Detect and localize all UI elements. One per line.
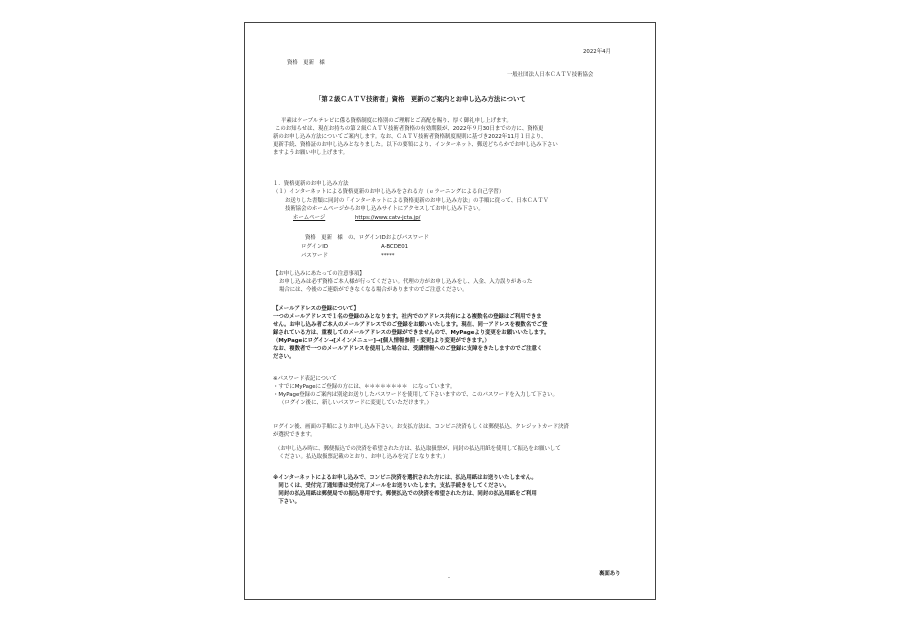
recipient: 資格 更新 様 — [287, 60, 325, 66]
section-subheading: （１）インターネットによる資格更新のお申し込みをされる方（ｅラーニングによる自己学習） — [273, 189, 505, 195]
homepage-label: ホームページ — [293, 215, 326, 221]
password-notice-heading: ※パスワード表記について — [273, 376, 337, 382]
page-mark: - — [448, 575, 450, 581]
credentials-heading: 資格 更新 様 の、ログインIDおよびパスワード — [305, 235, 429, 241]
email-notice-heading: 【メールアドレスの登録について】 — [273, 306, 359, 312]
sender: 一般社団法人日本ＣＡＴＶ技術協会 — [507, 72, 594, 78]
notice-heading: 【お申し込みにあたっての注意事項】 — [273, 271, 365, 277]
password-value: ***** — [381, 253, 395, 259]
login-id-label: ログインID — [301, 244, 329, 250]
overleaf-note: 裏面あり — [599, 571, 621, 577]
date: 2022年4月 — [583, 49, 611, 55]
document-page: 2022年4月 資格 更新 様 一般社団法人日本ＣＡＴＶ技術協会 「第２級ＣＡＴＶ技術者」資格 更新のご案内とお申し込み方法について 平素はケーブルテレビに係る資格制度に格別のご理解とご高配を賜り、厚く御礼申し上げます。 このお知らせは、現在お持ちの第２級ＣＡＴＶ技術者資格の有効期限が、2022年９月30日までの方に、資格更 新のお申し込み方法についてご案内します。なお、ＣＡＴＶ技術者資格制度規則に基づき2022年11月１日より、 更新手続、資格証のお申し込みとなりました。以下の要領により、インターネット、郵送どちらかでお申し込み下さい ますようお願い申し上げます。 １．資格更新のお申し込み方法 （１）インターネットによる資格更新のお申し込みをされる方（ｅラーニングによる自己学習） お送りした書類に同封の「インターネットによる資格更新のお申し込み方法」の手順に従って、日本ＣＡＴＶ 技術協会のホームページからお申し込みサイトにアクセスしてお申し込み下さい。 ホームページ https://www.catv-jcta.jp/ 資格 更新 様 の、ログインIDおよびパスワード ログインID A-BCDE01 パスワード ***** 【お申し込みにあたっての注意事項】 お申し込みは必ず資格ご本人様が行ってください。代理の方がお申し込みをし、入金、入力誤りがあった 場合には、今後のご連絡ができなくなる場合がありますのでご注意ください。 【メールアドレスの登録について】 一つのメールアドレスで１名の登録のみとなります。社内でのアドレス共有による複数名の登録はご利用できま せん。お申し込み者ご本人のメールアドレスでのご登録をお願いいたします。現在、同一アドレスを複数名でご登 録されている方は、重複してのメールアドレスの登録ができませんので、MyPageより変更をお願いいたします。 （MyPageにログイン→[メインメニュー]→[個人情報参照・変更]より変更ができます。） なお、複数者で一つのメールアドレスを使用した場合は、受講情報へのご登録に支障をきたしますのでご注意く ださい。 ※パスワード表記について ・すでにMyPageにご登録の方には、＊＊＊＊＊＊＊＊ になっています。 ・MyPage登録のご案内は別途お送りしたパスワードを使用して下さいますので、このパスワードを入力して下さい。 （ログイン後に、新しいパスワードに変更していただけます。） ログイン後、画面の手順によりお申し込み下さい。お支払方法は、コンビニ決済もしくは郵便払込、クレジットカード決済 が選択できます。 （お申し込み時に、郵便振込での決済を希望された方は、払込取扱票が、同封の払込用紙を使用して振込をお願いして ください。払込取扱票記載のとおり、お申し込みを完了となります。） ※インターネットによるお申し込みで、コンビニ決済を選択された方には、払込用紙はお送りいたしません。 同じくは、受付完了通知書は受付完了メールをお送りいたします。支払手続きをしてください。 同封の払込用紙は郵便局での振込専用です。郵便払込での決済を希望された方は、同封の払込用紙をご利用 下さい。 - 裏面あり — [244, 22, 656, 600]
password-label: パスワード — [301, 253, 328, 259]
homepage-link[interactable]: https://www.catv-jcta.jp/ — [355, 215, 421, 221]
section-heading: １．資格更新のお申し込み方法 — [273, 181, 349, 187]
document-title: 「第２級ＣＡＴＶ技術者」資格 更新のご案内とお申し込み方法について — [315, 95, 526, 103]
login-id-value: A-BCDE01 — [381, 244, 409, 250]
